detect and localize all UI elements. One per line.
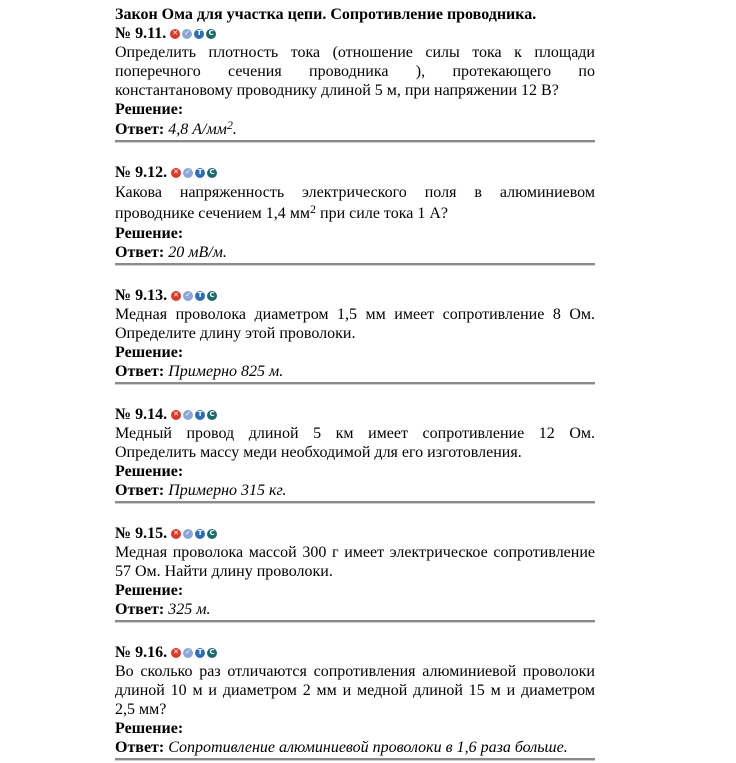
answer-line (115, 243, 595, 262)
problem-number: № 9.15. (115, 525, 168, 542)
problem-text: Медная проволока диаметром 1,5 мм имеет сопротивление 8 Ом. Определите длину этой проволоки. (115, 306, 595, 342)
answer-line (115, 600, 595, 619)
answer-value: 20 мВ/м. (168, 244, 227, 261)
divider (115, 620, 595, 623)
page-title: Закон Ома для участка цепи. Сопротивление проводника. (115, 6, 537, 23)
problem-icons (170, 29, 216, 39)
problem-icons (171, 291, 217, 301)
problem-9-14 (115, 405, 595, 504)
answer-line (115, 120, 595, 139)
problem-text: Определить плотность тока (отношение силы тока к площади поперечного сечения проводника ), протекающего по константановому проводнику длиной 5 м, при напряжении 12 В? (115, 44, 595, 99)
close-icon[interactable]: ✕ (171, 410, 181, 420)
check-icon[interactable]: ✓ (183, 168, 193, 178)
problem-text: Во сколько раз отличаются сопротивления алюминиевой проволоки длиной 10 м и диаметром 2 мм и медной длиной 15 м и диаметром 2,5 мм? (115, 663, 595, 718)
solution-label: Решение: (115, 225, 184, 242)
problem-9-12 (115, 163, 595, 266)
solution-label: Решение: (115, 720, 184, 737)
close-icon[interactable]: ✕ (171, 529, 181, 539)
close-icon[interactable]: ✕ (171, 648, 181, 658)
problem-9-13 (115, 286, 595, 385)
divider (115, 140, 595, 143)
comment-icon[interactable]: C (207, 291, 217, 301)
divider (115, 501, 595, 504)
comment-icon[interactable]: C (207, 168, 217, 178)
divider (115, 758, 595, 761)
problem-text: Медная проволока массой 300 г имеет электрическое сопротивление 57 Ом. Найти длину проволоки. (115, 544, 595, 580)
problem-9-16 (115, 643, 595, 761)
check-icon[interactable]: ✓ (182, 29, 192, 39)
check-icon[interactable]: ✓ (183, 291, 193, 301)
solution-label: Решение: (115, 463, 184, 480)
solution-label: Решение: (115, 101, 184, 118)
close-icon[interactable]: ✕ (170, 29, 180, 39)
solution-label: Решение: (115, 344, 184, 361)
theory-icon[interactable]: T (195, 410, 205, 420)
answer-value: 4,8 $А/мм^2$. (168, 118, 237, 138)
answer-label: Ответ: (115, 482, 165, 499)
divider (115, 382, 595, 385)
close-icon[interactable]: ✕ (171, 168, 181, 178)
theory-icon[interactable]: T (194, 29, 204, 39)
document-page (115, 0, 595, 761)
comment-icon[interactable]: C (206, 29, 216, 39)
comment-icon[interactable]: C (207, 648, 217, 658)
answer-label: Ответ: (115, 121, 165, 138)
problem-icons (171, 410, 217, 420)
answer-value: 325 м. (168, 601, 211, 618)
close-icon[interactable]: ✕ (171, 291, 181, 301)
divider (115, 263, 595, 266)
answer-label: Ответ: (115, 739, 165, 756)
check-icon[interactable]: ✓ (183, 529, 193, 539)
answer-label: Ответ: (115, 244, 165, 261)
answer-value: Примерно 315 кг. (168, 482, 287, 499)
theory-icon[interactable]: T (195, 648, 205, 658)
problem-number: № 9.14. (115, 406, 168, 423)
theory-icon[interactable]: T (195, 168, 205, 178)
problem-9-15 (115, 524, 595, 623)
problem-icons (171, 168, 217, 178)
problem-number: № 9.16. (115, 644, 168, 661)
problem-text: Медный провод длиной 5 км имеет сопротивление 12 Ом. Определить массу меди необходимой для его изготовления. (115, 425, 595, 461)
comment-icon[interactable]: C (207, 529, 217, 539)
theory-icon[interactable]: T (195, 291, 205, 301)
problem-number: № 9.11. (115, 25, 167, 42)
answer-label: Ответ: (115, 601, 165, 618)
answer-line (115, 481, 595, 500)
comment-icon[interactable]: C (207, 410, 217, 420)
theory-icon[interactable]: T (195, 529, 205, 539)
check-icon[interactable]: ✓ (183, 410, 193, 420)
answer-label: Ответ: (115, 363, 165, 380)
solution-label: Решение: (115, 582, 184, 599)
problem-9-11 (115, 24, 595, 143)
answer-line (115, 362, 595, 381)
answer-value: Примерно 825 м. (168, 363, 284, 380)
problem-text: Какова напряженность электрического поля в алюминиевом проводнике сечением 1,4 $мм^2$ при силе тока 1 А? (115, 184, 595, 222)
problem-icons (171, 529, 217, 539)
problem-number: № 9.13. (115, 287, 168, 304)
answer-line (115, 738, 595, 757)
check-icon[interactable]: ✓ (183, 648, 193, 658)
problem-icons (171, 648, 217, 658)
answer-value: Сопротивление алюминиевой проволоки в 1,6 раза больше. (168, 739, 568, 756)
problem-number: № 9.12. (115, 164, 168, 181)
